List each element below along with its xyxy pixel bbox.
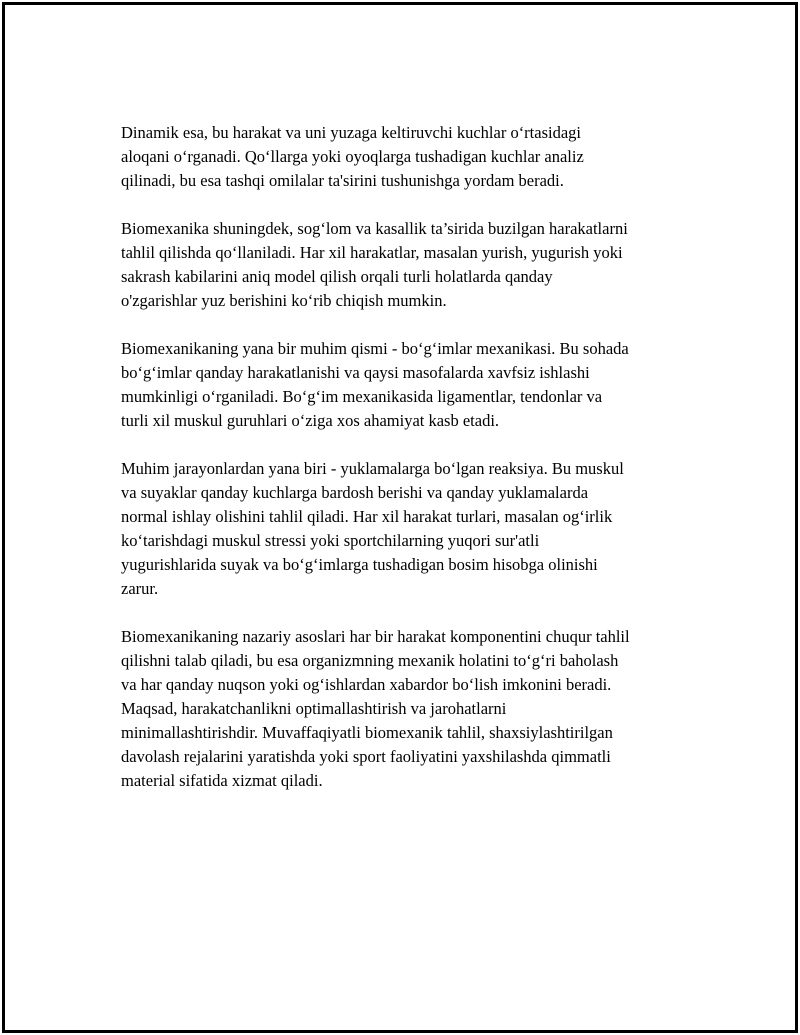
text-line: ko‘tarishdagi muskul stressi yoki sportchilarning yuqori sur'atli — [121, 531, 540, 550]
text-line: o'zgarishlar yuz berishini ko‘rib chiqish mumkin. — [121, 291, 447, 310]
document-body — [121, 121, 701, 817]
text-line: Biomexanikaning nazariy asoslari har bir harakat komponentini chuqur tahlil — [121, 627, 630, 646]
text-line: aloqani o‘rganadi. Qo‘llarga yoki oyoqlarga tushadigan kuchlar analiz — [121, 147, 584, 166]
text-line: normal ishlay olishini tahlil qiladi. Har xil harakat turlari, masalan og‘irlik — [121, 507, 613, 526]
text-line: qilinadi, bu esa tashqi omilalar ta'sirini tushunishga yordam beradi. — [121, 171, 564, 190]
paragraph-2 — [121, 217, 701, 313]
text-line: Maqsad, harakatchanlikni optimallashtirish va jarohatlarni — [121, 699, 507, 718]
document-page — [2, 2, 798, 1033]
text-line: Biomexanikaning yana bir muhim qismi - bo‘g‘imlar mexanikasi. Bu sohada — [121, 339, 629, 358]
text-line: qilishni talab qiladi, bu esa organizmning mexanik holatini to‘g‘ri baholash — [121, 651, 619, 670]
paragraph-4 — [121, 457, 701, 601]
text-line: va suyaklar qanday kuchlarga bardosh berishi va qanday yuklamalarda — [121, 483, 589, 502]
paragraph-5 — [121, 625, 701, 793]
text-line: va har qanday nuqson yoki og‘ishlardan xabardor bo‘lish imkonini beradi. — [121, 675, 612, 694]
text-line: Biomexanika shuningdek, sog‘lom va kasallik ta’sirida buzilgan harakatlarni — [121, 219, 628, 238]
text-line: Muhim jarayonlardan yana biri - yuklamalarga bo‘lgan reaksiya. Bu muskul — [121, 459, 624, 478]
paragraph-1 — [121, 121, 701, 193]
text-line: sakrash kabilarini aniq model qilish orqali turli holatlarda qanday — [121, 267, 553, 286]
text-line: yugurishlarida suyak va bo‘g‘imlarga tushadigan bosim hisobga olinishi — [121, 555, 598, 574]
text-line: Dinamik esa, bu harakat va uni yuzaga keltiruvchi kuchlar o‘rtasidagi — [121, 123, 582, 142]
text-line: davolash rejalarini yaratishda yoki sport faoliyatini yaxshilashda qimmatli — [121, 747, 611, 766]
text-line: bo‘g‘imlar qanday harakatlanishi va qaysi masofalarda xavfsiz ishlashi — [121, 363, 590, 382]
text-line: minimallashtirishdir. Muvaffaqiyatli biomexanik tahlil, shaxsiylashtirilgan — [121, 723, 613, 742]
text-line: material sifatida xizmat qiladi. — [121, 771, 323, 790]
text-line: mumkinligi o‘rganiladi. Bo‘g‘im mexanikasida ligamentlar, tendonlar va — [121, 387, 603, 406]
text-line: turli xil muskul guruhlari o‘ziga xos ahamiyat kasb etadi. — [121, 411, 500, 430]
text-line: tahlil qilishda qo‘llaniladi. Har xil harakatlar, masalan yurish, yugurish yoki — [121, 243, 623, 262]
text-line: zarur. — [121, 579, 159, 598]
paragraph-3 — [121, 337, 701, 433]
